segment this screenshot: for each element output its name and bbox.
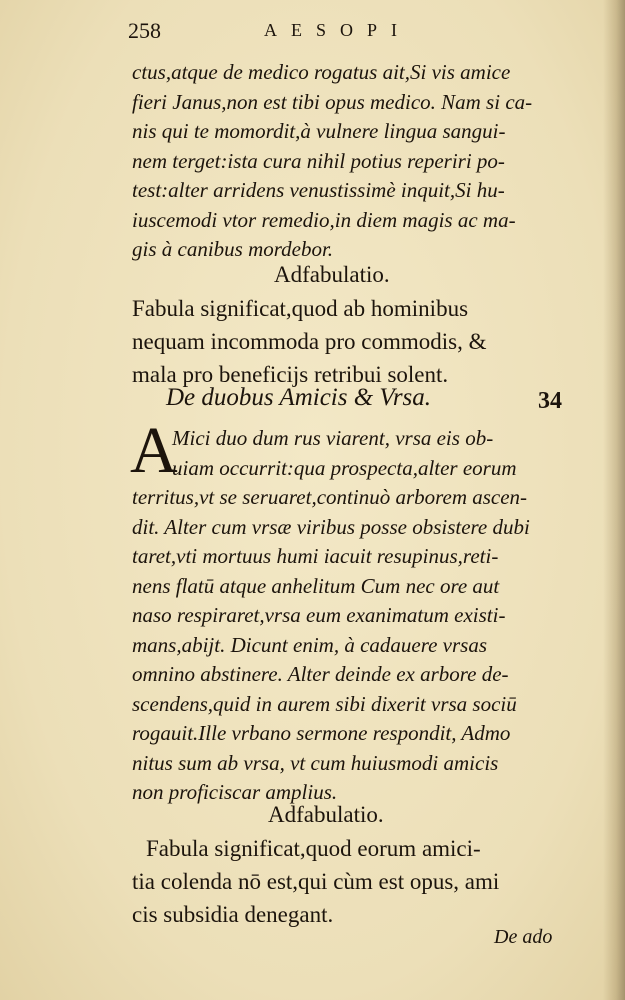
drop-capital: A — [130, 414, 178, 487]
text-line: nem terget:ista cura nihil potius reperiri po- — [132, 148, 505, 173]
text-line: cis subsidia denegant. — [132, 902, 334, 927]
text-line: Mici duo dum rus viarent, vrsa eis ob- — [172, 426, 494, 450]
text-line: nitus sum ab vrsa, vt cum huiusmodi amicis — [132, 750, 499, 775]
text-line: test:alter arridens venustissimè inquit,Si hu- — [132, 178, 505, 202]
paragraph-1 — [132, 58, 572, 265]
text-line: dit. Alter cum vrsæ viribus posse obsistere dubi — [132, 514, 530, 539]
text-line: tia colenda nō est,qui cùm est opus, ami — [132, 869, 500, 894]
text-line: gis à canibus mordebor. — [132, 237, 334, 261]
text-line: nequam incommoda pro commodis, & — [132, 329, 487, 354]
text-line: non proficiscar amplius. — [132, 780, 338, 804]
adfabulatio-2-text — [132, 832, 586, 931]
text-line: ctus,atque de medico rogatus ait,Si vis amice — [132, 60, 511, 84]
text-line: mans,abijt. Dicunt enim, à cadauere vrsas — [132, 632, 488, 657]
text-line: scendens,quid in aurem sibi dixerit vrsa sociū — [132, 691, 517, 716]
text-line: nens flatū atque anhelitum Cum nec ore aut — [132, 573, 500, 598]
folio-number: 258 — [128, 18, 161, 43]
text-line: naso respiraret,vrsa eum exanimatum existi- — [132, 603, 506, 627]
adfabulatio-1-text — [132, 292, 572, 391]
text-line: rogauit.Ille vrbano sermone respondit, Admo — [132, 721, 511, 745]
text-line: nis qui te momordit,à vulnere lingua sangui- — [132, 119, 506, 143]
text-line: uiam occurrit:qua prospecta,alter eorum — [172, 455, 517, 480]
adfabulatio-heading-2: Adfabulatio. — [268, 802, 384, 827]
fable-text — [132, 424, 572, 808]
adfabulatio-heading-1: Adfabulatio. — [274, 262, 390, 287]
catchword: De ado — [494, 926, 553, 948]
page-header — [128, 18, 428, 44]
text-line: territus,vt se seruaret,continuò arborem ascen- — [132, 485, 528, 509]
fable-title: De duobus Amicis & Vrsa. — [166, 384, 432, 411]
running-title: AESOPI — [264, 20, 412, 40]
text-line: fieri Janus,non est tibi opus medico. Nam si ca- — [132, 89, 533, 114]
text-line: mala pro beneficijs retribui solent. — [132, 362, 449, 387]
text-line: Fabula significat,quod ab hominibus — [132, 296, 469, 321]
text-line: iuscemodi vtor remedio,in diem magis ac ma- — [132, 207, 516, 232]
text-line: taret,vti mortuus humi iacuit resupinus,reti- — [132, 544, 499, 568]
fable-number: 34 — [538, 388, 562, 414]
page-gutter-shadow — [603, 0, 625, 1000]
text-line: omnino abstinere. Alter deinde ex arbore de- — [132, 662, 509, 686]
text-line: Fabula significat,quod eorum amici- — [146, 836, 481, 861]
